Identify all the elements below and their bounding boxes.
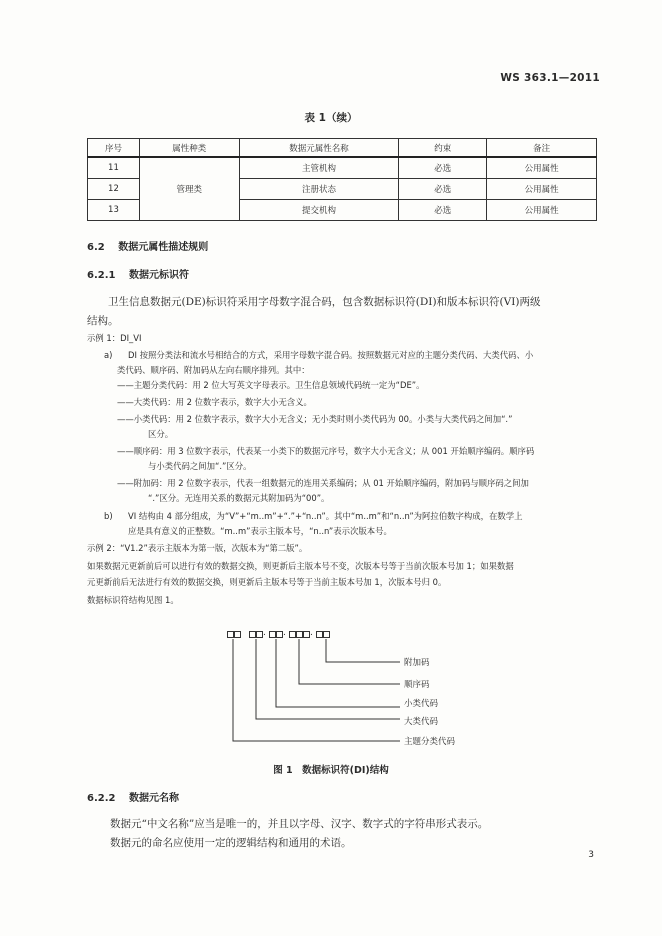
dash-item: 区分。 — [148, 429, 174, 439]
item-b-line: 应是具有意义的正整数。“m..m”表示主版本号，“n..n”表示次版本号。 — [128, 526, 392, 536]
figure-caption: 图 1 数据标识符(DI)结构 — [273, 765, 389, 776]
dash-item: ——主题分类代码：用 2 位大写英文字母表示。卫生信息领域代码统一定为“DE”。 — [117, 380, 425, 390]
separator-dot: . — [283, 628, 286, 638]
cell-constraint: 必选 — [399, 179, 487, 200]
label-additional-code: 附加码 — [404, 658, 430, 668]
section-number: 6.2 — [87, 242, 105, 253]
attribute-table — [87, 138, 597, 221]
cell-attr-name: 主管机构 — [239, 157, 399, 179]
table-header-row — [88, 139, 597, 158]
cell-constraint: 必选 — [399, 157, 487, 179]
section-6-2-2-heading — [87, 789, 179, 804]
cell-no: 11 — [88, 157, 140, 179]
cell-category: 管理类 — [139, 157, 239, 221]
col-header-attr-name: 数据元属性名称 — [239, 139, 399, 158]
paragraph-line: 卫生信息数据元(DE)标识符采用字母数字混合码，包含数据标识符(DI)和版本标识符(VI)两级 — [108, 296, 541, 308]
item-b-line: VI 结构由 4 部分组成，为“V”+“m..m”+“.”+“n..n”。其中“m..m”和“n..n”为阿拉伯数字构成，在数学上 — [128, 511, 523, 521]
paragraph-line: 数据元的命名应使用一定的逻辑结构和通用的术语。 — [110, 837, 352, 849]
cell-note: 公用属性 — [487, 200, 597, 221]
dash-item: “.”区分。无连用关系的数据元其附加码为“00”。 — [148, 493, 330, 503]
paragraph-line: 数据元“中文名称”应当是唯一的，并且以字母、汉字、数字式的字符串形式表示。 — [110, 818, 489, 830]
cell-constraint: 必选 — [399, 200, 487, 221]
label-minor-code: 小类代码 — [404, 699, 439, 709]
standard-code: WS 363.1—2011 — [500, 72, 600, 84]
col-header-constraint: 约束 — [399, 139, 487, 158]
item-a-line: 类代码、顺序码、附加码从左向右顺序排列。其中： — [117, 365, 310, 375]
separator-dot: . — [310, 628, 313, 638]
col-header-category: 属性种类 — [139, 139, 239, 158]
cell-note: 公用属性 — [487, 179, 597, 200]
table-row — [88, 157, 597, 179]
dash-item: 与小类代码之间加“.”区分。 — [148, 461, 252, 471]
table-caption: 表 1（续） — [304, 112, 358, 124]
di-structure-diagram — [200, 620, 500, 755]
section-title: 数据元标识符 — [128, 270, 189, 281]
example-2: 示例 2：“V1.2”表示主版本为第一版，次版本为“第二版”。 — [87, 543, 308, 553]
cell-attr-name: 注册状态 — [239, 179, 399, 200]
cell-attr-name: 提交机构 — [239, 200, 399, 221]
section-title: 数据元名称 — [128, 793, 179, 804]
dash-item: ——顺序码：用 3 位数字表示，代表某一小类下的数据元序号，数字大小无含义；从 001 开始顺序编码。顺序码 — [117, 446, 535, 456]
section-6-2-1-heading — [87, 266, 189, 281]
item-b-label: b) — [104, 511, 113, 521]
separator-dot: . — [263, 628, 266, 638]
figure-reference: 数据标识符结构见图 1。 — [87, 595, 179, 605]
section-title: 数据元属性描述规则 — [118, 242, 209, 253]
dash-item: ——小类代码：用 2 位数字表示，数字大小无含义；无小类时则小类代码为 00。小类与大类代码之间加“.” — [117, 414, 513, 424]
paragraph-line: 结构。 — [87, 315, 119, 327]
dash-item: ——附加码：用 2 位数字表示，代表一组数据元的连用关系编码；从 01 开始顺序编码，附加码与顺序码之间加 — [117, 478, 529, 488]
page-number: 3 — [588, 850, 594, 860]
label-major-code: 大类代码 — [404, 717, 439, 727]
cell-note: 公用属性 — [487, 157, 597, 179]
col-header-note: 备注 — [487, 139, 597, 158]
label-subject-code: 主题分类代码 — [404, 737, 456, 747]
section-6-2-heading — [87, 238, 208, 253]
paragraph-line: 元更新前后无法进行有效的数据交换，则更新后主版本号等于当前主版本号加 1，次版本号归 0。 — [87, 577, 447, 587]
example-1: 示例 1：DI_VI — [87, 333, 142, 343]
cell-no: 13 — [88, 200, 140, 221]
dash-item: ——大类代码：用 2 位数字表示，数字大小无含义。 — [117, 397, 312, 407]
label-sequence-code: 顺序码 — [404, 680, 430, 690]
section-number: 6.2.1 — [87, 270, 116, 281]
item-a-label: a) — [104, 350, 113, 360]
col-header-no: 序号 — [88, 139, 140, 158]
cell-no: 12 — [88, 179, 140, 200]
section-number: 6.2.2 — [87, 793, 116, 804]
paragraph-line: 如果数据元更新前后可以进行有效的数据交换，则更新后主版本号不变，次版本号等于当前次版本号加 1；如果数据 — [87, 561, 514, 571]
item-a-line: DI 按照分类法和流水号相结合的方式，采用字母数字混合码。按照数据元对应的主题分类代码、大类代码、小 — [128, 350, 534, 360]
